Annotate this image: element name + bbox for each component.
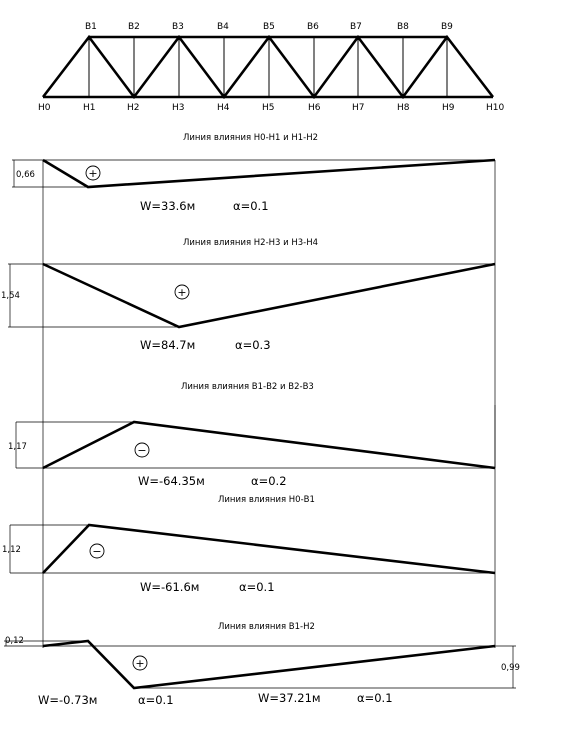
alpha-value: α=0.1 bbox=[239, 580, 275, 594]
sign-label: + bbox=[177, 286, 187, 299]
sign-label: + bbox=[135, 657, 145, 670]
alpha-value-left: α=0.1 bbox=[138, 693, 174, 707]
alpha-value-right: α=0.1 bbox=[357, 691, 393, 705]
area-value: W=33.6м bbox=[140, 199, 196, 213]
influence-line bbox=[43, 422, 495, 468]
influence-line bbox=[43, 641, 495, 688]
node-label-b5: B5 bbox=[263, 22, 275, 32]
sign-label: − bbox=[92, 545, 102, 558]
alpha-value: α=0.1 bbox=[233, 199, 269, 213]
diagram-title: Линия влияния Н2-Н3 и Н3-Н4 bbox=[183, 238, 319, 248]
influence-line bbox=[43, 525, 495, 573]
influence-line-5 bbox=[4, 622, 520, 707]
influence-line-3 bbox=[8, 382, 495, 488]
node-label-h0: H0 bbox=[38, 103, 51, 113]
node-label-h8: H8 bbox=[397, 103, 410, 113]
node-label-h6: H6 bbox=[308, 103, 321, 113]
area-value: W=84.7м bbox=[140, 338, 196, 352]
influence-line-4 bbox=[2, 495, 495, 594]
area-value-left: W=-0.73м bbox=[38, 693, 98, 707]
truss-verticals bbox=[89, 37, 447, 97]
diagram-title: Линия влияния В1-В2 и В2-В3 bbox=[181, 382, 314, 392]
node-label-b1: B1 bbox=[85, 22, 97, 32]
node-label-h2: H2 bbox=[127, 103, 140, 113]
influence-line bbox=[43, 160, 495, 187]
influence-line-2 bbox=[1, 238, 495, 352]
node-label-b4: B4 bbox=[217, 22, 229, 32]
node-label-h7: H7 bbox=[352, 103, 365, 113]
alpha-value: α=0.3 bbox=[235, 338, 271, 352]
node-label-h4: H4 bbox=[217, 103, 230, 113]
truss-diagonals bbox=[43, 37, 493, 97]
ordinate-label: 1,12 bbox=[2, 545, 21, 555]
node-label-b2: B2 bbox=[128, 22, 140, 32]
alpha-value: α=0.2 bbox=[251, 474, 287, 488]
ordinate-label-left: 0,12 bbox=[5, 636, 24, 646]
node-label-h5: H5 bbox=[262, 103, 275, 113]
influence-line bbox=[43, 264, 495, 327]
node-label-h9: H9 bbox=[442, 103, 455, 113]
ordinate-label-right: 0,99 bbox=[501, 663, 520, 673]
node-label-b6: B6 bbox=[307, 22, 319, 32]
ordinate-label: 0,66 bbox=[16, 170, 35, 180]
sign-label: − bbox=[137, 444, 147, 457]
area-value-right: W=37.21м bbox=[258, 691, 321, 705]
diagram-title: Линия влияния Н0-Н1 и Н1-Н2 bbox=[183, 133, 319, 143]
node-label-h10: H10 bbox=[486, 103, 505, 113]
area-value: W=-61.6м bbox=[140, 580, 200, 594]
area-value: W=-64.35м bbox=[138, 474, 205, 488]
ordinate-label: 1,54 bbox=[1, 291, 20, 301]
ordinate-label: 1,17 bbox=[8, 442, 27, 452]
node-label-b8: B8 bbox=[397, 22, 409, 32]
diagram-title: Линия влияния В1-Н2 bbox=[218, 622, 315, 632]
diagram-title: Линия влияния Н0-В1 bbox=[218, 495, 315, 505]
truss bbox=[38, 22, 504, 113]
node-label-b9: B9 bbox=[441, 22, 453, 32]
node-label-h1: H1 bbox=[83, 103, 96, 113]
sign-label: + bbox=[88, 167, 98, 180]
node-label-h3: H3 bbox=[172, 103, 185, 113]
node-label-b7: B7 bbox=[350, 22, 362, 32]
influence-line-1 bbox=[12, 133, 495, 213]
node-label-b3: B3 bbox=[172, 22, 184, 32]
